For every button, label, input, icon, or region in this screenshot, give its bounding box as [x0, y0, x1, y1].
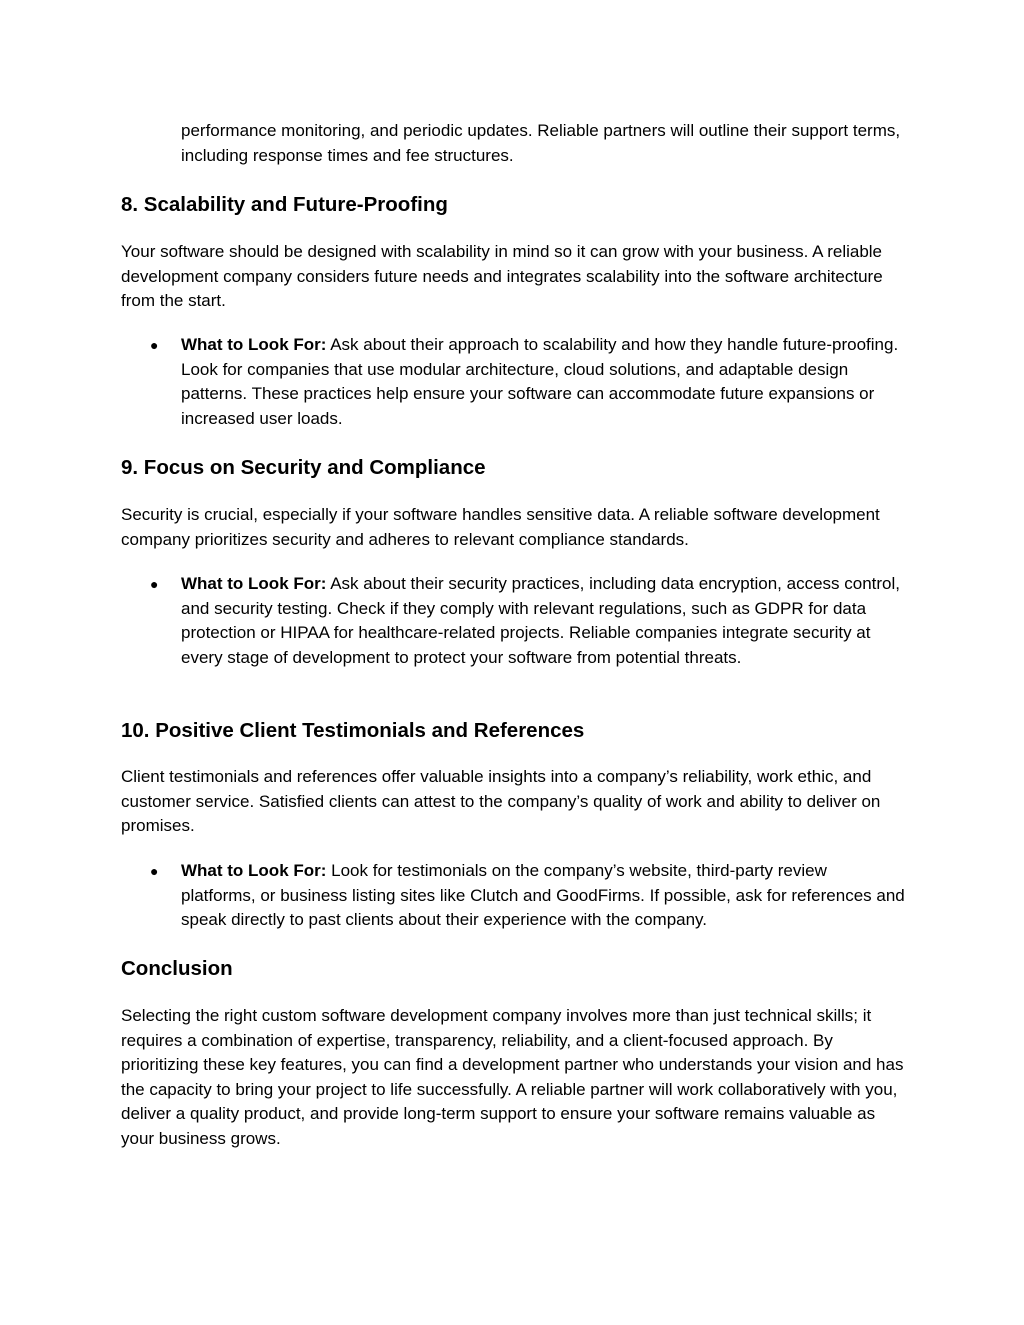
bullet-dot: ●: [150, 576, 159, 592]
bullet-dot: ●: [150, 863, 159, 879]
bullet-item-scalability: [121, 333, 906, 431]
bullet-body: Look for testimonials on the company’s website, third-party review platforms, or business listing sites like Clutch and GoodFirms. If possible, ask for references and speak directly to past clients about their experience with the company.: [181, 861, 905, 929]
bullet-item-security: [121, 572, 906, 670]
section-heading-security: 9. Focus on Security and Compliance: [121, 456, 486, 479]
continued-paragraph: performance monitoring, and periodic updates. Reliable partners will outline their support terms, including response times and fee structures.: [181, 121, 901, 165]
section-paragraph-security: Security is crucial, especially if your software handles sensitive data. A reliable software development company prioritizes security and adheres to relevant compliance standards.: [121, 505, 880, 549]
section-heading-scalability: 8. Scalability and Future-Proofing: [121, 193, 448, 216]
conclusion-heading: Conclusion: [121, 957, 233, 980]
bullet-label: What to Look For:: [181, 335, 327, 354]
bullet-body: Ask about their approach to scalability and how they handle future-proofing. Look for companies that use modular architecture, cloud solutions, and adaptable design patterns. These practices help ensure your software can accommodate future expansions or increased user loads.: [181, 335, 899, 428]
section-heading-testimonials: 10. Positive Client Testimonials and References: [121, 719, 585, 742]
bullet-text: [181, 333, 906, 431]
bullet-body: Ask about their security practices, including data encryption, access control, and security testing. Check if they comply with relevant regulations, such as GDPR for data protection or HIPAA for healthcare-related projects. Reliable companies integrate security at every stage of development to protect your software from potential threats.: [181, 574, 900, 667]
bullet-label: What to Look For:: [181, 861, 327, 880]
section-paragraph-testimonials: Client testimonials and references offer valuable insights into a company’s reliability, work ethic, and customer service. Satisfied clients can attest to the company’s quality of work and ability to deliver on promises.: [121, 767, 881, 835]
bullet-item-testimonials: [121, 859, 906, 933]
bullet-text: [181, 572, 906, 670]
section-paragraph-scalability: Your software should be designed with scalability in mind so it can grow with your business. A reliable development company considers future needs and integrates scalability into the software architecture from the start.: [121, 242, 883, 310]
bullet-dot: ●: [150, 337, 159, 353]
bullet-text: [181, 859, 906, 933]
conclusion-paragraph: Selecting the right custom software development company involves more than just technical skills; it requires a combination of expertise, transparency, reliability, and a client-focused approach. By prioritizing these key features, you can find a development partner who understands your vision and has the capacity to bring your project to life successfully. A reliable partner will work collaboratively with you, deliver a quality product, and provide long-term support to ensure your software remains valuable as your business grows.: [121, 1006, 904, 1148]
bullet-label: What to Look For:: [181, 574, 327, 593]
